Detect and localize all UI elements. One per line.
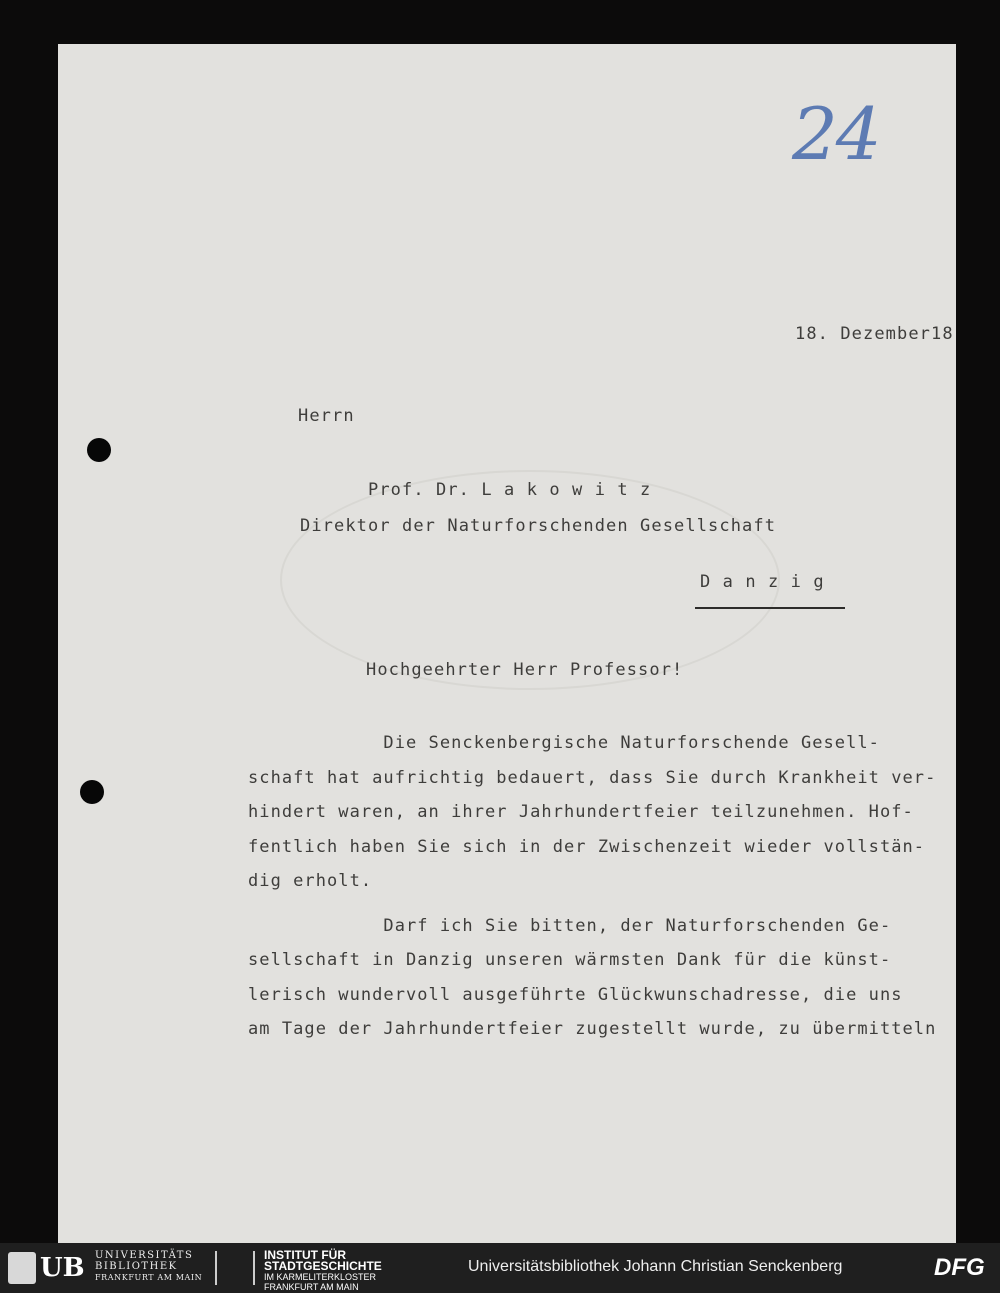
city-underline [695,607,845,609]
institute-logo-lines: INSTITUT FÜR STADTGESCHICHTE IM KARMELITERKLOSTER FRANKFURT AM MAIN [264,1248,382,1292]
recipient-name: Prof. Dr. L a k o w i t z [368,480,652,500]
ub-logo-lines: UNIVERSITÄTS BIBLIOTHEK FRANKFURT AM MAIN [95,1250,203,1282]
footer-title: Universitätsbibliothek Johann Christian Senckenberg [468,1258,843,1275]
body-line: schaft hat aufrichtig bedauert, dass Sie durch Krankheit ver- [248,767,937,788]
punch-hole [80,780,104,804]
viewer-footer [0,1243,1000,1293]
institute-building-icon [215,1251,255,1285]
body-line: Die Senckenbergische Naturforschende Gesell- [248,733,880,753]
university-seal-icon [8,1252,36,1284]
greeting: Hochgeehrter Herr Professor! [366,660,684,680]
body-line: am Tage der Jahrhundertfeier zugestellt wurde, zu übermitteln [248,1019,937,1039]
letter-date: 18. Dezember18 [795,324,954,344]
folio-number: 24 [792,92,880,176]
body-line: sellschaft in Danzig unseren wärmsten Dank für die künst- [248,950,892,970]
body-line: dig erholt. [248,871,373,891]
letter-body [248,733,948,1054]
recipient-title: Direktor der Naturforschenden Gesellschaft [300,516,777,536]
punch-hole [87,438,111,462]
salutation: Herrn [298,406,355,426]
body-line: lerisch wundervoll ausgeführte Glückwunschadresse, die uns [248,984,903,1005]
ub-logo-text: UB [40,1253,85,1283]
body-line: Darf ich Sie bitten, der Naturforschenden Ge- [248,915,892,936]
body-line: hindert waren, an ihrer Jahrhundertfeier teilzunehmen. Hof- [248,802,914,822]
recipient-city: D a n z i g [700,572,825,592]
dfg-logo: DFG [934,1254,985,1281]
body-line: fentlich haben Sie sich in der Zwischenzeit wieder vollstän- [248,836,926,857]
